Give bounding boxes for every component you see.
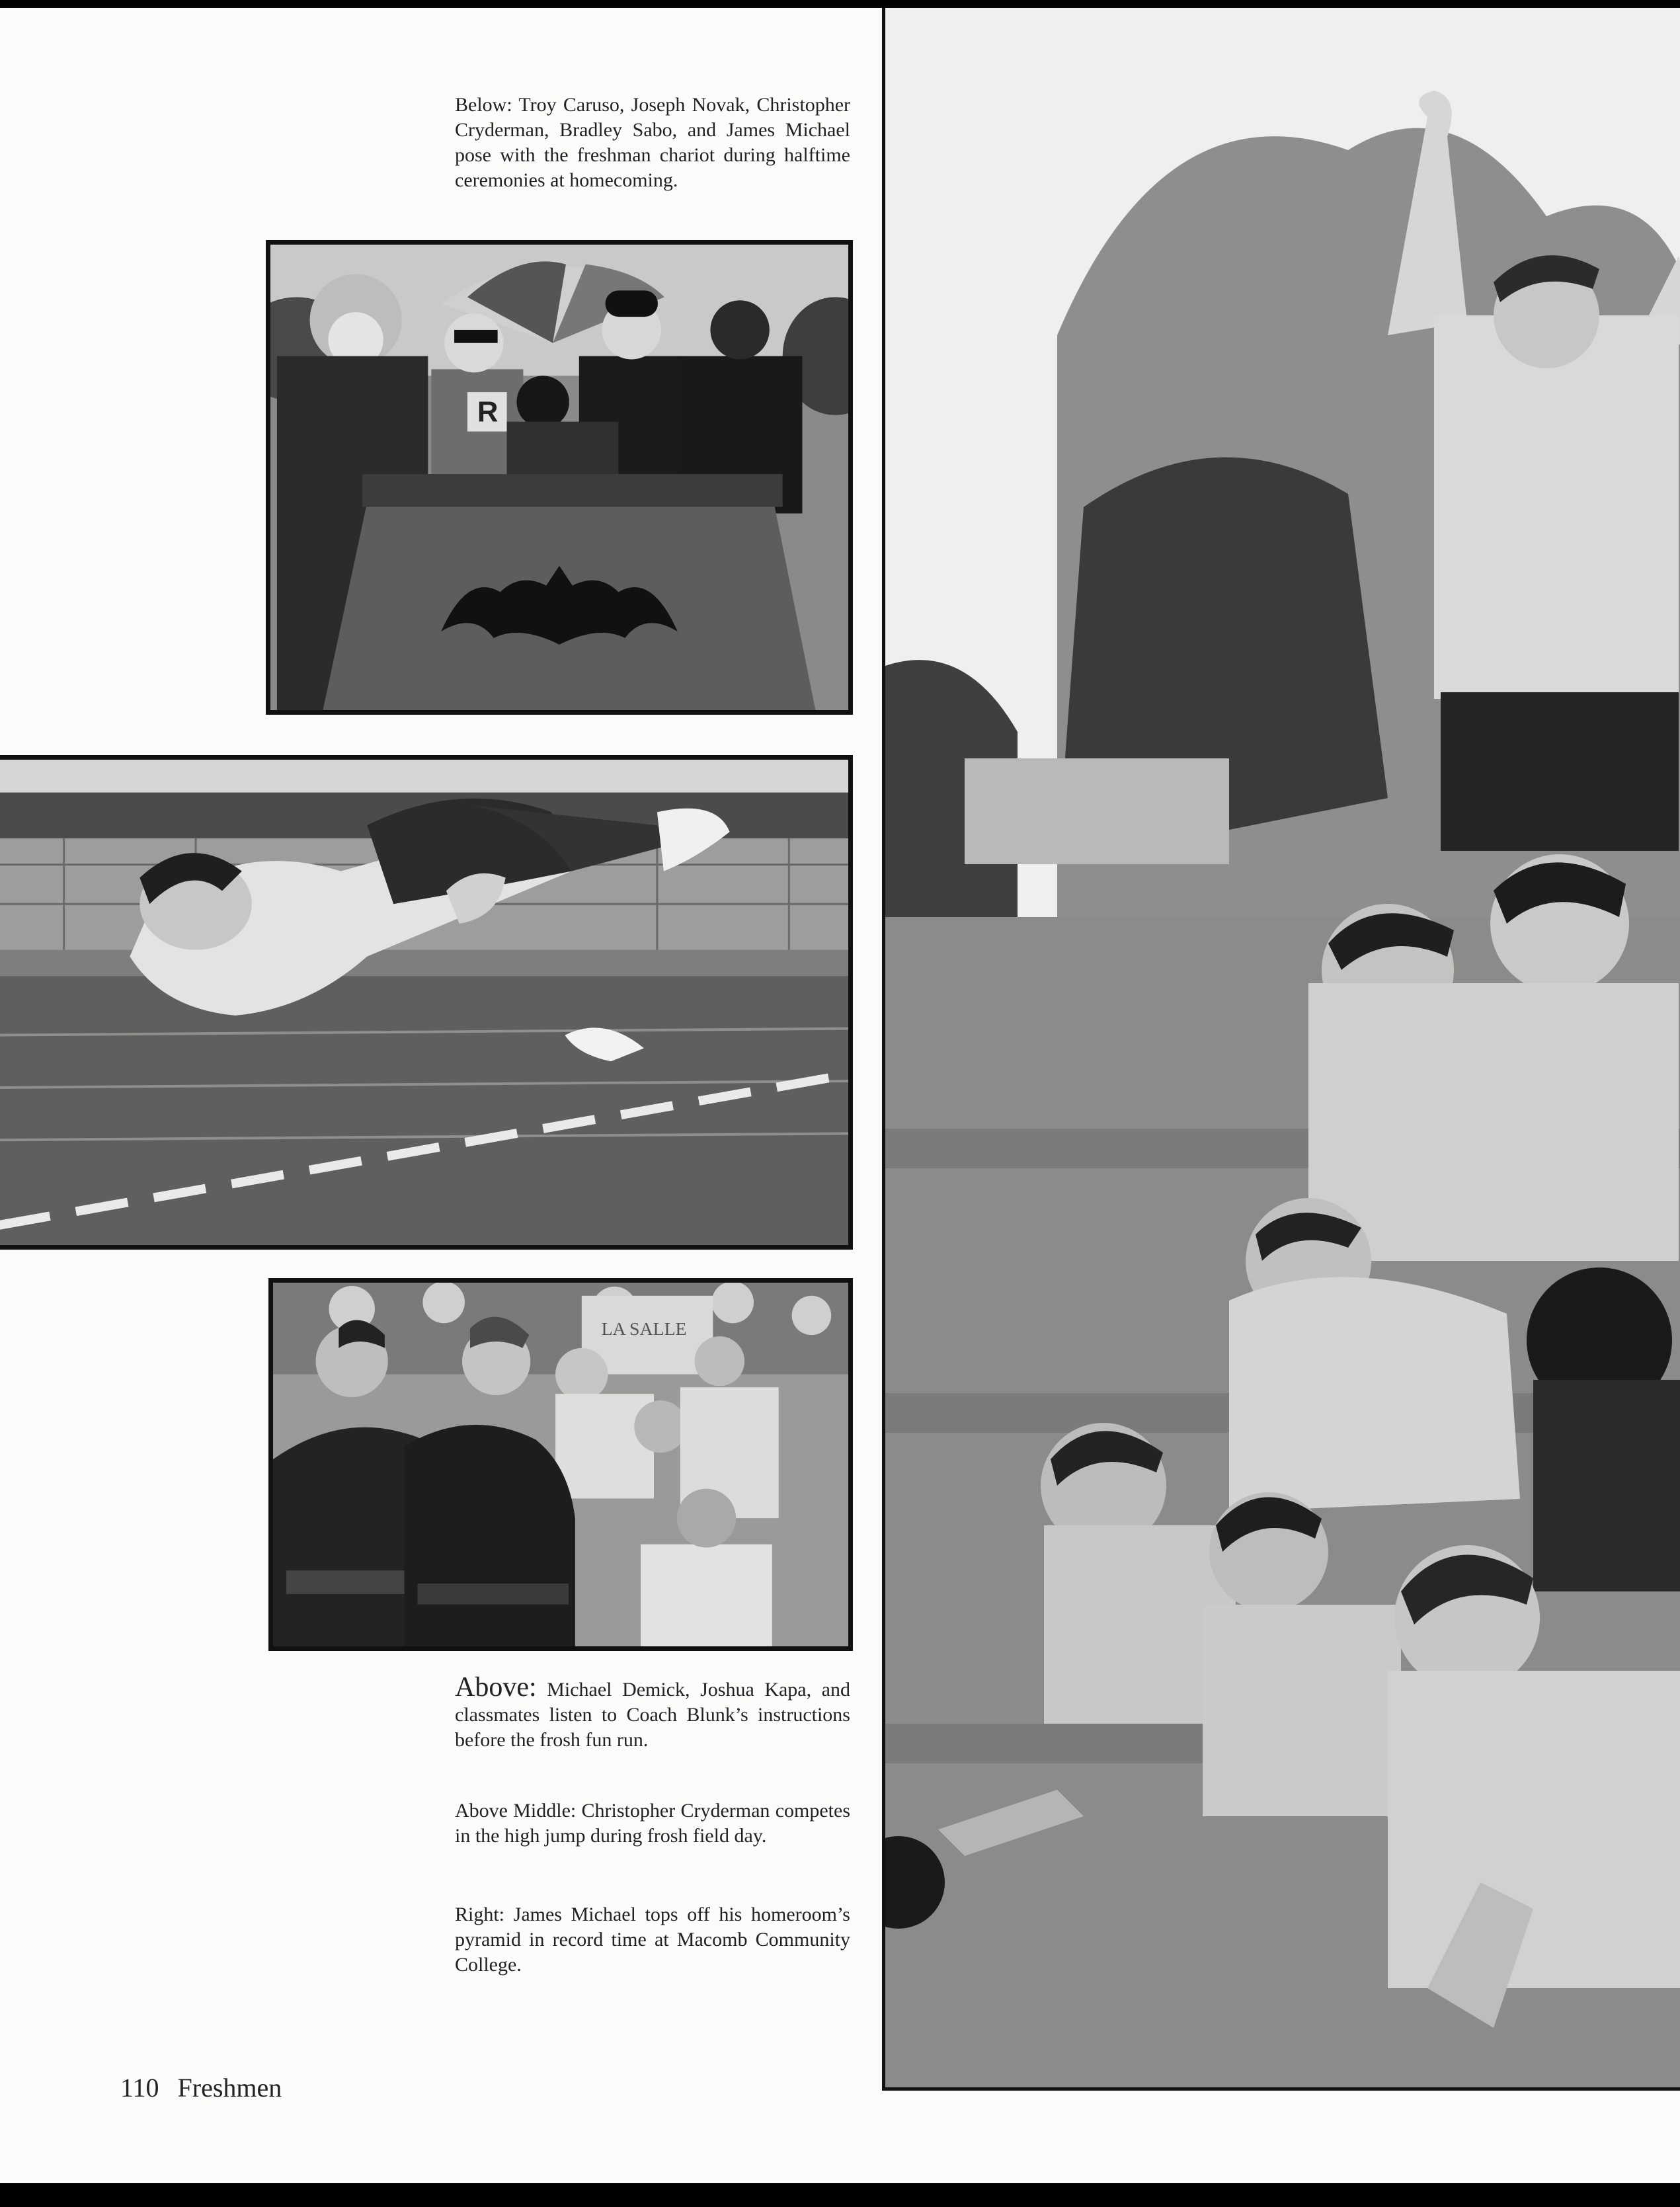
caption-above-middle: Above Middle: Christopher Cryderman competes in the high jump during frosh field day. — [455, 1800, 850, 1847]
listeners-scene — [273, 1283, 848, 1646]
yearbook-page — [0, 8, 1680, 2183]
high-jump-scene — [0, 760, 848, 1245]
caption-above — [455, 1672, 850, 1753]
pyramid-scene — [885, 8, 1680, 2087]
section-title: Freshmen — [177, 2073, 282, 2103]
caption-homecoming-chariot: Below: Troy Caruso, Joseph Novak, Christopher Cryderman, Bradley Sabo, and James Michael pose with the freshman chariot during halftime ceremonies at homecoming. — [455, 94, 850, 191]
photo-homecoming-chariot — [266, 240, 853, 715]
photo-pyramid — [882, 8, 1680, 2091]
chariot-scene — [270, 245, 848, 710]
caption-above-lead: Above: — [455, 1672, 537, 1703]
shirt-print: LA SALLE — [601, 1319, 687, 1340]
photo-fun-run-listeners — [268, 1278, 853, 1651]
caption-right: Right: James Michael tops off his homeroom’s pyramid in record time at Macomb Community College. — [455, 1904, 850, 1976]
robin-logo: R — [477, 395, 499, 428]
caption-above-body: Michael Demick, Joshua Kapa, and classmates listen to Coach Blunk’s instructions before the frosh fun run. — [455, 1679, 850, 1751]
page-footer — [120, 2072, 282, 2103]
photo-high-jump — [0, 755, 853, 1250]
page-number: 110 — [120, 2073, 159, 2103]
